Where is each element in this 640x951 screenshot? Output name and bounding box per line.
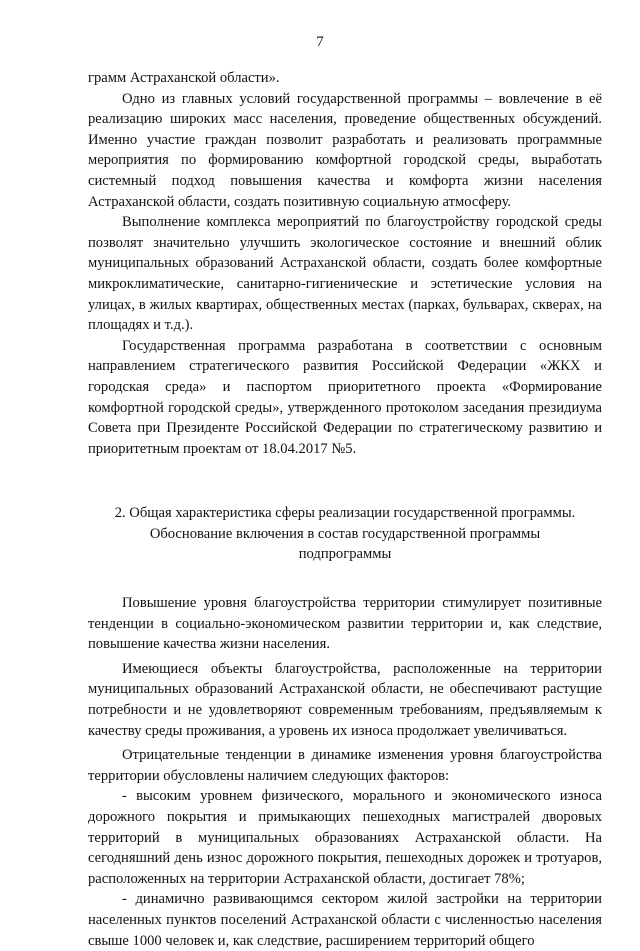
document-body [88, 68, 602, 951]
section-heading-line: 2. Общая характеристика сферы реализации государственной программы. [114, 505, 576, 522]
paragraph-program-basis: Государственная программа разработана в соответствии с основным направлением стратегического развития Российской Федерации «ЖКХ и городская среда» и паспортом приоритетного проекта «Формирование комфортной городской среды», утвержденного протоколом заседания президиума Совета при Президенте Российской Федерации по стратегическому развитию и приоритетным проектам от 18.04.2017 №5. [88, 337, 602, 457]
section-2-heading [88, 503, 602, 565]
paragraph-public-involvement: Одно из главных условий государственной программы – вовлечение в её реализацию широких масс населения, проведение общественных обсуждений. Именно участие граждан позволит разработать и реализовать программные мероприятия по формированию комфортной городской среды, выработать системный подход повышения качества и комфорта жизни населения Астраханской области, создать позитивную социальную атмосферу. [88, 90, 602, 210]
paragraph-improvement-level: Повышение уровня благоустройства территории стимулирует позитивные тенденции в социально-экономическом развитии территории и, как следствие, повышение качества жизни населения. [88, 595, 602, 653]
page-number: 7 [316, 34, 324, 50]
section-heading-line: подпрограммы [298, 546, 392, 563]
intro-fragment: грамм Астраханской области». [88, 70, 280, 86]
paragraph-negative-trends: Отрицательные тенденции в динамике изменения уровня благоустройства территории обусловлены наличием следующих факторов: [88, 747, 602, 784]
list-item: - динамично развивающимся сектором жилой застройки на территории населенных пунктов поселений Астраханской области с численностью населения свыше 1000 человек и, как следствие, расширением территорий общего [88, 891, 602, 949]
list-item: - высоким уровнем физического, морального и экономического износа дорожного покрытия и примыкающих пешеходных магистралей дворовых территорий в муниципальных образованиях Астраханской области. На сегодняшний день износ дорожного покрытия, пешеходных дорожек и тротуаров, расположенных на территории Астраханской области, достигает 78%; [88, 788, 602, 887]
section-heading-line: Обоснование включения в состав государственной программы [149, 525, 541, 542]
paragraph-existing-objects: Имеющиеся объекты благоустройства, расположенные на территории муниципальных образований Астраханской области, не обеспечивают растущие потребности и не удовлетворяют современным требованиям, предъявляемым к качеству среды проживания, а уровень их износа продолжает увеличиваться. [88, 660, 602, 739]
paragraph-improvement-measures: Выполнение комплекса мероприятий по благоустройству городской среды позволят значительно улучшить экологическое состояние и внешний облик муниципальных образований Астраханской области, создать более комфортные микроклиматические, санитарно-гигиенические и эстетические условия на улицах, в жилых квартирах, общественных местах (парках, бульварах, скверах, на площадях и т.д.). [88, 214, 602, 334]
